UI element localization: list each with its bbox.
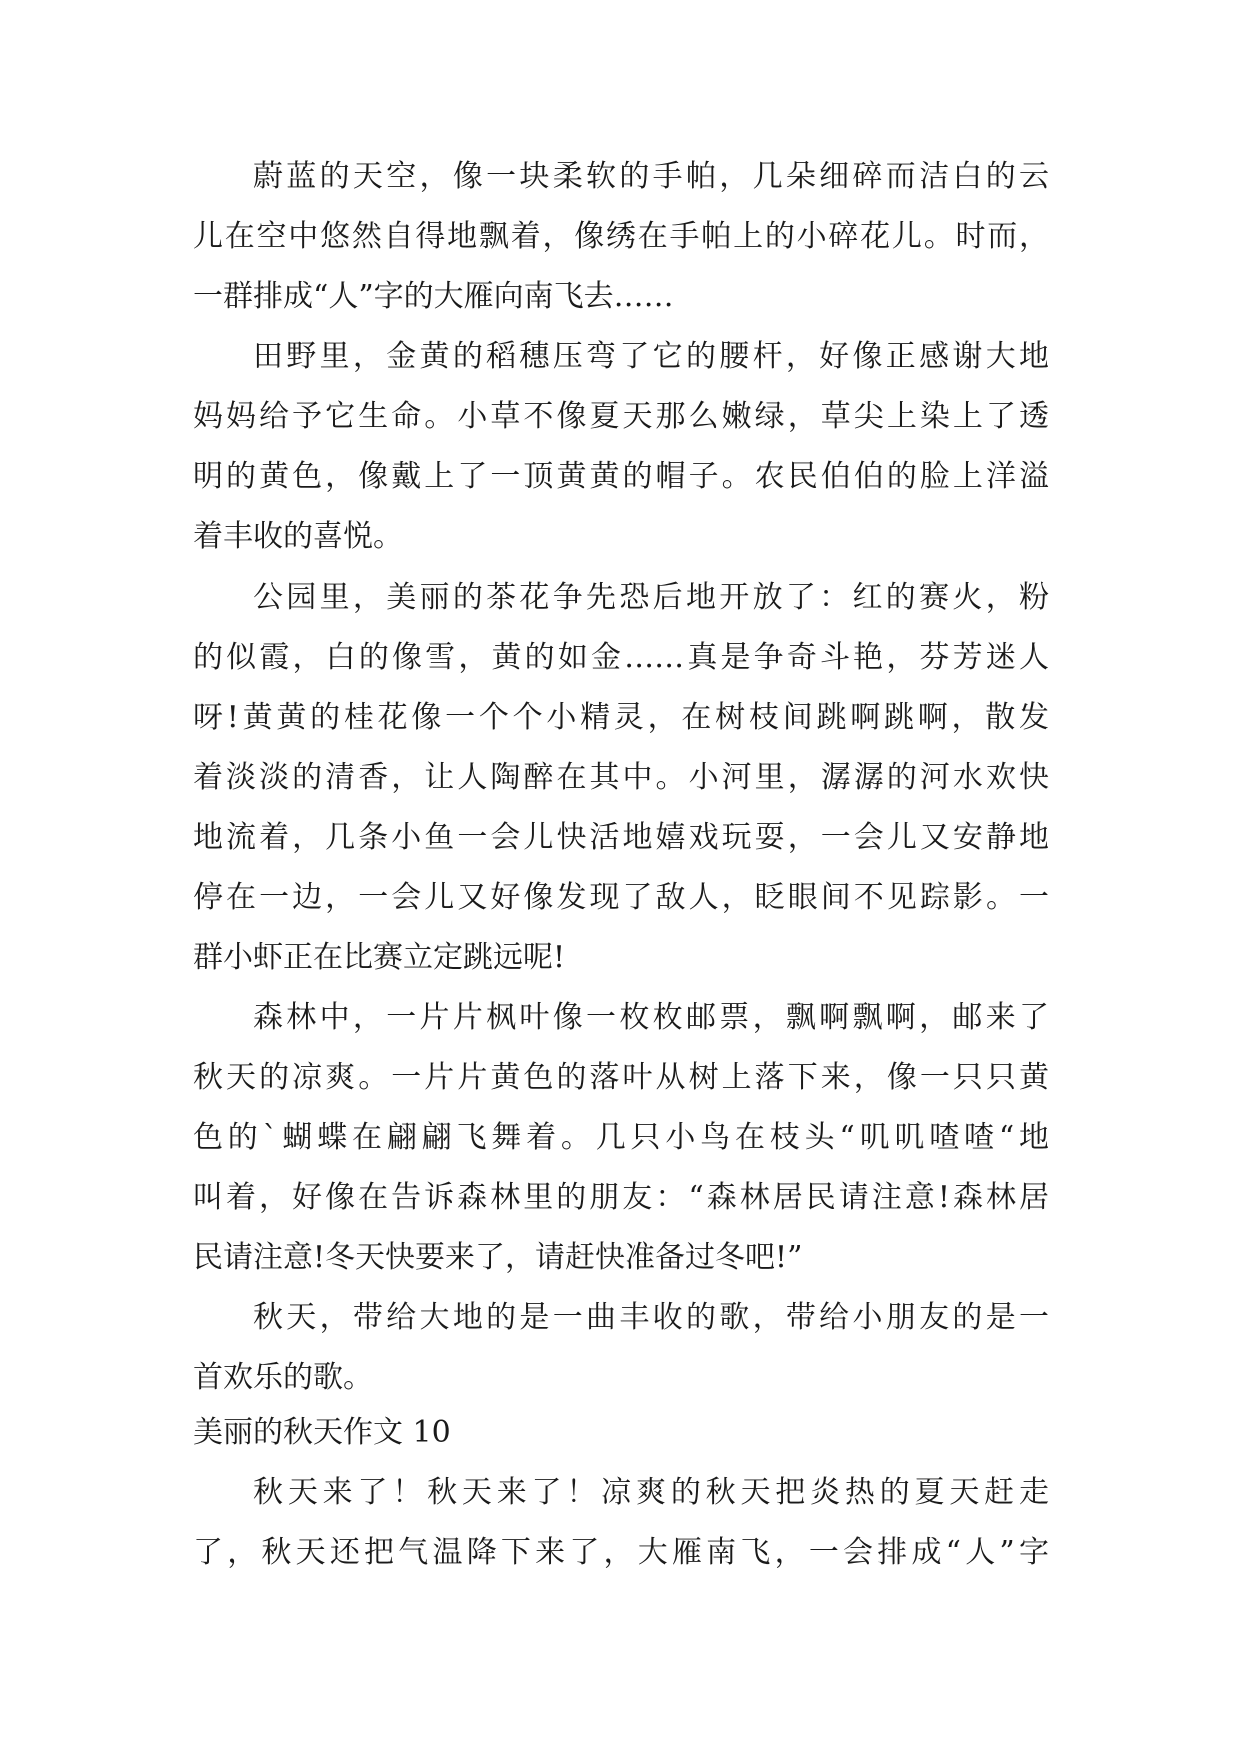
text-line: 的似霞，白的像雪，黄的如金……真是争奇斗艳，芬芳迷人	[193, 640, 1049, 675]
text-line: 蔚蓝的天空，像一块柔软的手帕，几朵细碎而洁白的云	[253, 159, 1049, 194]
text-line: 停在一边，一会儿又好像发现了敌人，眨眼间不见踪影。一	[193, 880, 1049, 915]
text-line: 群小虾正在比赛立定跳远呢!	[193, 940, 566, 975]
text-line: 明的黄色，像戴上了一顶黄黄的帽子。农民伯伯的脸上洋溢	[193, 459, 1049, 494]
text-line: 叫着，好像在告诉森林里的朋友：“森林居民请注意!森林居	[193, 1180, 1049, 1215]
text-line: 首欢乐的歌。	[193, 1360, 373, 1395]
text-line: 色的`蝴蝶在翩翩飞舞着。几只小鸟在枝头“叽叽喳喳“地	[193, 1120, 1049, 1155]
text-line: 秋天来了！秋天来了！凉爽的秋天把炎热的夏天赶走	[253, 1475, 1049, 1510]
text-line: 着淡淡的清香，让人陶醉在其中。小河里，潺潺的河水欢快	[193, 760, 1049, 795]
text-line: 着丰收的喜悦。	[193, 519, 403, 554]
text-line: 森林中，一片片枫叶像一枚枚邮票，飘啊飘啊，邮来了	[253, 1000, 1049, 1035]
text-line: 民请注意!冬天快要来了，请赶快准备过冬吧!”	[193, 1240, 803, 1275]
text-line: 呀!黄黄的桂花像一个个小精灵，在树枝间跳啊跳啊，散发	[193, 700, 1049, 735]
text-line: 秋天的凉爽。一片片黄色的落叶从树上落下来，像一只只黄	[193, 1060, 1049, 1095]
text-line: 地流着，几条小鱼一会儿快活地嬉戏玩耍，一会儿又安静地	[193, 820, 1049, 855]
section-title: 美丽的秋天作文 10	[193, 1415, 451, 1450]
text-line: 妈妈给予它生命。小草不像夏天那么嫩绿，草尖上染上了透	[193, 399, 1049, 434]
text-line: 秋天，带给大地的是一曲丰收的歌，带给小朋友的是一	[253, 1300, 1049, 1335]
text-line: 田野里，金黄的稻穗压弯了它的腰杆，好像正感谢大地	[253, 339, 1049, 374]
text-line: 一群排成“人”字的大雁向南飞去……	[193, 279, 674, 314]
text-line: 了，秋天还把气温降下来了，大雁南飞，一会排成“人”字	[193, 1535, 1049, 1570]
text-line: 公园里，美丽的茶花争先恐后地开放了：红的赛火，粉	[253, 580, 1049, 615]
text-line: 儿在空中悠然自得地飘着，像绣在手帕上的小碎花儿。时而，	[193, 219, 1049, 254]
